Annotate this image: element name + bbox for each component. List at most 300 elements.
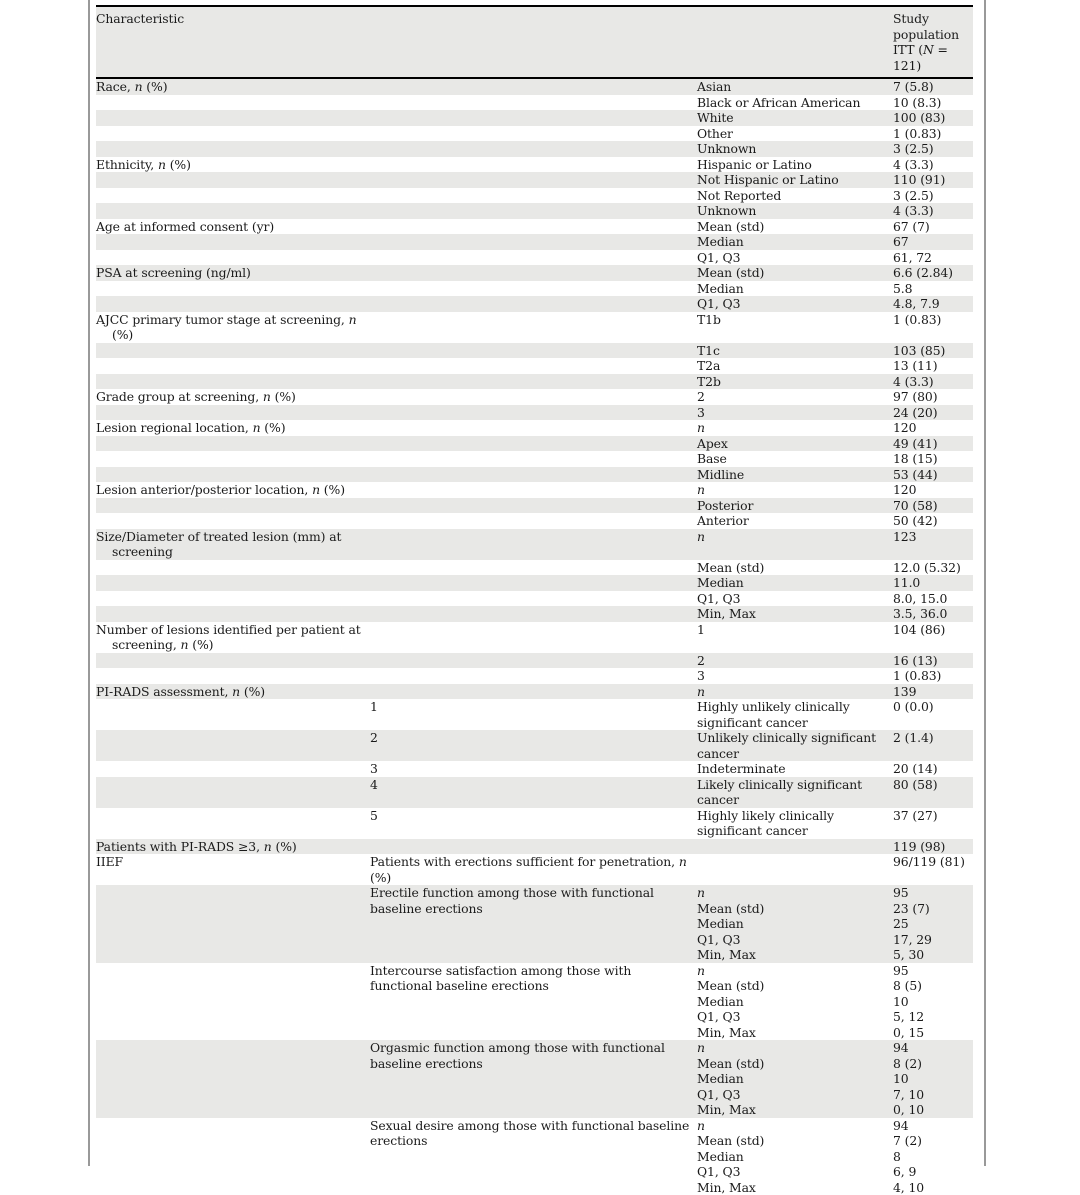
stat-value-cell: 0 (0.0)	[893, 699, 973, 730]
baseline-characteristics-table	[96, 5, 973, 1195]
stats-group	[697, 420, 973, 436]
characteristic-cell: Lesion anterior/posterior location, n (%)	[96, 482, 370, 498]
stat-value-cell: 94	[893, 1118, 973, 1134]
stat-value-cell: 0, 15	[893, 1025, 973, 1041]
stat-value-cell: 97 (80)	[893, 389, 973, 405]
stat-label-cell: 2	[697, 653, 893, 669]
stat-value-cell: 103 (85)	[893, 343, 973, 359]
stat-value-cell: 8.0, 15.0	[893, 591, 973, 607]
stats-group	[697, 188, 973, 204]
table-row	[96, 265, 973, 281]
stat-line	[697, 389, 973, 405]
stat-line	[697, 1133, 973, 1149]
stat-value-cell: 3.5, 36.0	[893, 606, 973, 622]
stat-label-cell: Median	[697, 575, 893, 591]
table-row	[96, 451, 973, 467]
stat-value-cell: 119 (98)	[893, 839, 973, 855]
table-row	[96, 808, 973, 839]
stat-label-cell: Unlikely clinically significant cancer	[697, 730, 893, 761]
stat-value-cell: 4, 10	[893, 1180, 973, 1195]
characteristic-cell: Patients with PI-RADS ≥3, n (%)	[96, 839, 370, 855]
stat-value-cell: 12.0 (5.32)	[893, 560, 973, 576]
stat-line	[697, 529, 973, 545]
stat-label-cell: n	[697, 885, 893, 901]
stat-value-cell: 50 (42)	[893, 513, 973, 529]
stat-line	[697, 126, 973, 142]
stat-line	[697, 1071, 973, 1087]
stat-label-cell: n	[697, 684, 893, 700]
stat-label-cell: 3	[697, 405, 893, 421]
stats-group	[697, 203, 973, 219]
stat-value-cell: 1 (0.83)	[893, 126, 973, 142]
stat-line	[697, 157, 973, 173]
table-row	[96, 110, 973, 126]
stat-label-cell: Median	[697, 1149, 893, 1165]
table-row	[96, 374, 973, 390]
stat-value-cell: 95	[893, 963, 973, 979]
stat-value-cell: 6, 9	[893, 1164, 973, 1180]
characteristic-cell: Age at informed consent (yr)	[96, 219, 370, 235]
table-row	[96, 963, 973, 1041]
stats-group	[697, 374, 973, 390]
stat-line	[697, 513, 973, 529]
stat-value-cell: 61, 72	[893, 250, 973, 266]
stat-label-cell: White	[697, 110, 893, 126]
table-row	[96, 312, 973, 343]
stat-label-cell: T2a	[697, 358, 893, 374]
subcategory-cell: Orgasmic function among those with functional baseline erections	[370, 1040, 697, 1071]
stat-value-cell: 4.8, 7.9	[893, 296, 973, 312]
stat-line	[697, 1149, 973, 1165]
stat-line	[697, 994, 973, 1010]
table-row	[96, 95, 973, 111]
stats-group	[697, 591, 973, 607]
stat-label-cell: Hispanic or Latino	[697, 157, 893, 173]
stats-group	[697, 219, 973, 235]
table-row	[96, 854, 973, 885]
stat-value-cell: 20 (14)	[893, 761, 973, 777]
column-rule-left	[88, 0, 90, 1166]
characteristic-cell: Number of lesions identified per patient at screening, n (%)	[96, 622, 370, 653]
stat-value-cell: 95	[893, 885, 973, 901]
stats-group	[697, 110, 973, 126]
stat-label-cell: n	[697, 529, 893, 545]
table-row	[96, 203, 973, 219]
stat-line	[697, 854, 973, 870]
stat-label-cell: Likely clinically significant cancer	[697, 777, 893, 808]
table-row	[96, 188, 973, 204]
table-row	[96, 653, 973, 669]
stat-label-cell: Base	[697, 451, 893, 467]
stat-line	[697, 591, 973, 607]
table-row	[96, 436, 973, 452]
stat-value-cell: 5, 30	[893, 947, 973, 963]
stat-value-cell: 8 (2)	[893, 1056, 973, 1072]
table-row	[96, 281, 973, 297]
stat-value-cell: 10	[893, 994, 973, 1010]
table-row	[96, 420, 973, 436]
stats-group	[697, 1118, 973, 1195]
stat-label-cell: Mean (std)	[697, 901, 893, 917]
stats-group	[697, 529, 973, 545]
stat-line	[697, 1180, 973, 1195]
stat-line	[697, 622, 973, 638]
stat-value-cell: 17, 29	[893, 932, 973, 948]
stat-line	[697, 203, 973, 219]
stat-label-cell: T1c	[697, 343, 893, 359]
stat-label-cell: Median	[697, 1071, 893, 1087]
column-header-characteristic: Characteristic	[96, 11, 893, 77]
stat-label-cell: Min, Max	[697, 947, 893, 963]
subcategory-cell: Sexual desire among those with functional baseline erections	[370, 1118, 697, 1149]
stats-group	[697, 606, 973, 622]
stat-value-cell: 94	[893, 1040, 973, 1056]
table-row	[96, 761, 973, 777]
stat-value-cell: 18 (15)	[893, 451, 973, 467]
stats-group	[697, 1040, 973, 1118]
stat-label-cell: 2	[697, 389, 893, 405]
stat-line	[697, 808, 973, 839]
stat-value-cell: 67 (7)	[893, 219, 973, 235]
stat-label-cell: Q1, Q3	[697, 296, 893, 312]
stat-value-cell: 6.6 (2.84)	[893, 265, 973, 281]
stats-group	[697, 777, 973, 808]
stat-value-cell: 13 (11)	[893, 358, 973, 374]
stats-group	[697, 234, 973, 250]
stat-label-cell: Mean (std)	[697, 265, 893, 281]
table-row	[96, 730, 973, 761]
stat-line	[697, 932, 973, 948]
stats-group	[697, 622, 973, 638]
stat-value-cell: 3 (2.5)	[893, 141, 973, 157]
stat-label-cell: Min, Max	[697, 1102, 893, 1118]
stats-group	[697, 436, 973, 452]
table-body	[96, 79, 973, 1195]
table-row	[96, 234, 973, 250]
stat-label-cell: Q1, Q3	[697, 1164, 893, 1180]
stats-group	[697, 885, 973, 963]
stat-label-cell: Median	[697, 916, 893, 932]
stat-label-cell: n	[697, 1118, 893, 1134]
stat-value-cell: 120	[893, 482, 973, 498]
table-row	[96, 1118, 973, 1195]
stat-line	[697, 436, 973, 452]
stat-line	[697, 405, 973, 421]
stat-label-cell: Anterior	[697, 513, 893, 529]
stats-group	[697, 79, 973, 95]
characteristic-cell: Ethnicity, n (%)	[96, 157, 370, 173]
stat-line	[697, 79, 973, 95]
stat-value-cell: 80 (58)	[893, 777, 973, 808]
table-row	[96, 622, 973, 653]
table-row	[96, 219, 973, 235]
stat-line	[697, 560, 973, 576]
stat-label-cell: Median	[697, 234, 893, 250]
stat-line	[697, 730, 973, 761]
column-header-study-population: Study population ITT (N = 121)	[893, 11, 973, 77]
stat-value-cell: 25	[893, 916, 973, 932]
stat-value-cell: 7 (5.8)	[893, 79, 973, 95]
stats-group	[697, 451, 973, 467]
table-row	[96, 343, 973, 359]
stat-value-cell: 24 (20)	[893, 405, 973, 421]
characteristic-cell: AJCC primary tumor stage at screening, n (%)	[96, 312, 370, 343]
stat-value-cell: 96/119 (81)	[893, 854, 973, 870]
stat-line	[697, 1087, 973, 1103]
stats-group	[697, 575, 973, 591]
stat-line	[697, 668, 973, 684]
stats-group	[697, 389, 973, 405]
table-row	[96, 529, 973, 560]
stats-group	[697, 343, 973, 359]
stats-group	[697, 730, 973, 761]
stat-value-cell: 7, 10	[893, 1087, 973, 1103]
stat-line	[697, 141, 973, 157]
stats-group	[697, 250, 973, 266]
subcategory-cell: 2	[370, 730, 697, 746]
stat-line	[697, 374, 973, 390]
stat-label-cell: Mean (std)	[697, 560, 893, 576]
column-rule-right	[984, 0, 986, 1166]
stat-label-cell: Black or African American	[697, 95, 893, 111]
stats-group	[697, 653, 973, 669]
stat-line	[697, 963, 973, 979]
table-row	[96, 141, 973, 157]
stat-label-cell: Indeterminate	[697, 761, 893, 777]
subcategory-cell: 4	[370, 777, 697, 793]
stat-label-cell: Asian	[697, 79, 893, 95]
stats-group	[697, 296, 973, 312]
stat-label-cell: Mean (std)	[697, 978, 893, 994]
stat-value-cell: 1 (0.83)	[893, 668, 973, 684]
stats-group	[697, 560, 973, 576]
table-row	[96, 79, 973, 95]
table-row	[96, 467, 973, 483]
stat-label-cell: Unknown	[697, 141, 893, 157]
table-row	[96, 250, 973, 266]
stat-value-cell: 4 (3.3)	[893, 157, 973, 173]
stat-line	[697, 1056, 973, 1072]
stat-label-cell: Q1, Q3	[697, 591, 893, 607]
table-row	[96, 172, 973, 188]
characteristic-cell: Size/Diameter of treated lesion (mm) at screening	[96, 529, 370, 560]
stat-line	[697, 312, 973, 328]
table-row	[96, 560, 973, 576]
stat-line	[697, 901, 973, 917]
stats-group	[697, 157, 973, 173]
subcategory-cell: 3	[370, 761, 697, 777]
stat-label-cell: Min, Max	[697, 1180, 893, 1195]
stat-value-cell: 4 (3.3)	[893, 203, 973, 219]
stat-line	[697, 281, 973, 297]
stat-line	[697, 343, 973, 359]
stat-value-cell: 100 (83)	[893, 110, 973, 126]
table-row	[96, 126, 973, 142]
stat-value-cell: 2 (1.4)	[893, 730, 973, 761]
stat-value-cell: 1 (0.83)	[893, 312, 973, 328]
stat-label-cell: Apex	[697, 436, 893, 452]
stats-group	[697, 95, 973, 111]
stat-value-cell: 23 (7)	[893, 901, 973, 917]
stat-label-cell: Median	[697, 994, 893, 1010]
stats-group	[697, 854, 973, 870]
stat-line	[697, 699, 973, 730]
table-row	[96, 885, 973, 963]
stats-group	[697, 312, 973, 328]
stat-label-cell	[697, 839, 893, 855]
stats-group	[697, 467, 973, 483]
stat-label-cell: Q1, Q3	[697, 1009, 893, 1025]
stat-label-cell: Highly unlikely clinically significant cancer	[697, 699, 893, 730]
stat-label-cell: Midline	[697, 467, 893, 483]
stats-group	[697, 405, 973, 421]
stat-line	[697, 482, 973, 498]
table-row	[96, 684, 973, 700]
stat-label-cell: n	[697, 420, 893, 436]
stat-value-cell: 0, 10	[893, 1102, 973, 1118]
stat-label-cell: Q1, Q3	[697, 250, 893, 266]
stat-label-cell: Other	[697, 126, 893, 142]
stat-value-cell: 10 (8.3)	[893, 95, 973, 111]
table-row	[96, 1040, 973, 1118]
stat-value-cell: 67	[893, 234, 973, 250]
stat-label-cell: Highly likely clinically significant cancer	[697, 808, 893, 839]
stat-line	[697, 916, 973, 932]
stat-label-cell: Q1, Q3	[697, 1087, 893, 1103]
stat-label-cell: Median	[697, 281, 893, 297]
stats-group	[697, 482, 973, 498]
stat-line	[697, 172, 973, 188]
table-row	[96, 358, 973, 374]
stat-line	[697, 296, 973, 312]
stat-value-cell: 8	[893, 1149, 973, 1165]
stat-line	[697, 420, 973, 436]
stats-group	[697, 281, 973, 297]
stat-label-cell: n	[697, 482, 893, 498]
stat-value-cell: 4 (3.3)	[893, 374, 973, 390]
stat-value-cell: 110 (91)	[893, 172, 973, 188]
stat-line	[697, 1102, 973, 1118]
stat-label-cell: Not Hispanic or Latino	[697, 172, 893, 188]
stat-label-cell: T1b	[697, 312, 893, 328]
characteristic-cell: PSA at screening (ng/ml)	[96, 265, 370, 281]
stat-label-cell: Not Reported	[697, 188, 893, 204]
stat-value-cell: 104 (86)	[893, 622, 973, 638]
stat-label-cell: 3	[697, 668, 893, 684]
characteristic-cell: PI-RADS assessment, n (%)	[96, 684, 370, 700]
stat-label-cell: Q1, Q3	[697, 932, 893, 948]
table-row	[96, 575, 973, 591]
stat-label-cell: Unknown	[697, 203, 893, 219]
table-row	[96, 591, 973, 607]
table-row	[96, 498, 973, 514]
stat-line	[697, 234, 973, 250]
stat-line	[697, 978, 973, 994]
stat-value-cell: 10	[893, 1071, 973, 1087]
characteristic-cell: IIEF	[96, 854, 370, 870]
stat-value-cell: 49 (41)	[893, 436, 973, 452]
stat-line	[697, 250, 973, 266]
stat-line	[697, 839, 973, 855]
stat-line	[697, 451, 973, 467]
stat-line	[697, 947, 973, 963]
table-row	[96, 668, 973, 684]
stat-value-cell: 16 (13)	[893, 653, 973, 669]
stat-line	[697, 1164, 973, 1180]
stats-group	[697, 668, 973, 684]
stat-line	[697, 188, 973, 204]
table-row	[96, 606, 973, 622]
characteristic-cell: Lesion regional location, n (%)	[96, 420, 370, 436]
stat-line	[697, 1040, 973, 1056]
table-row	[96, 157, 973, 173]
table-row	[96, 513, 973, 529]
table-row	[96, 296, 973, 312]
characteristic-cell: Race, n (%)	[96, 79, 370, 95]
stat-line	[697, 777, 973, 808]
table-row	[96, 777, 973, 808]
stats-group	[697, 963, 973, 1041]
stats-group	[697, 358, 973, 374]
stat-value-cell: 8 (5)	[893, 978, 973, 994]
stat-value-cell: 37 (27)	[893, 808, 973, 839]
stat-line	[697, 265, 973, 281]
stat-value-cell: 11.0	[893, 575, 973, 591]
stats-group	[697, 761, 973, 777]
stat-line	[697, 761, 973, 777]
stat-line	[697, 653, 973, 669]
stat-label-cell: Min, Max	[697, 1025, 893, 1041]
stat-label-cell	[697, 854, 893, 870]
stat-label-cell: Min, Max	[697, 606, 893, 622]
subcategory-cell: Intercourse satisfaction among those with functional baseline erections	[370, 963, 697, 994]
stats-group	[697, 265, 973, 281]
stat-value-cell: 70 (58)	[893, 498, 973, 514]
stat-label-cell: T2b	[697, 374, 893, 390]
stat-value-cell: 53 (44)	[893, 467, 973, 483]
stat-value-cell: 5.8	[893, 281, 973, 297]
stat-line	[697, 885, 973, 901]
stat-line	[697, 1009, 973, 1025]
table-row	[96, 482, 973, 498]
stat-line	[697, 684, 973, 700]
stats-group	[697, 172, 973, 188]
stat-line	[697, 498, 973, 514]
table-header	[96, 5, 973, 79]
stats-group	[697, 808, 973, 839]
stat-line	[697, 95, 973, 111]
stat-line	[697, 358, 973, 374]
stats-group	[697, 684, 973, 700]
stat-line	[697, 606, 973, 622]
stats-group	[697, 839, 973, 855]
characteristic-cell: Grade group at screening, n (%)	[96, 389, 370, 405]
stat-label-cell: 1	[697, 622, 893, 638]
stat-line	[697, 1025, 973, 1041]
stats-group	[697, 498, 973, 514]
stat-value-cell: 120	[893, 420, 973, 436]
subcategory-cell: Patients with erections sufficient for penetration, n (%)	[370, 854, 697, 885]
stat-label-cell: Mean (std)	[697, 1056, 893, 1072]
table-row	[96, 405, 973, 421]
stat-value-cell: 139	[893, 684, 973, 700]
stat-line	[697, 467, 973, 483]
stat-label-cell: n	[697, 963, 893, 979]
stat-value-cell: 3 (2.5)	[893, 188, 973, 204]
stat-line	[697, 219, 973, 235]
stats-group	[697, 699, 973, 730]
stat-line	[697, 110, 973, 126]
